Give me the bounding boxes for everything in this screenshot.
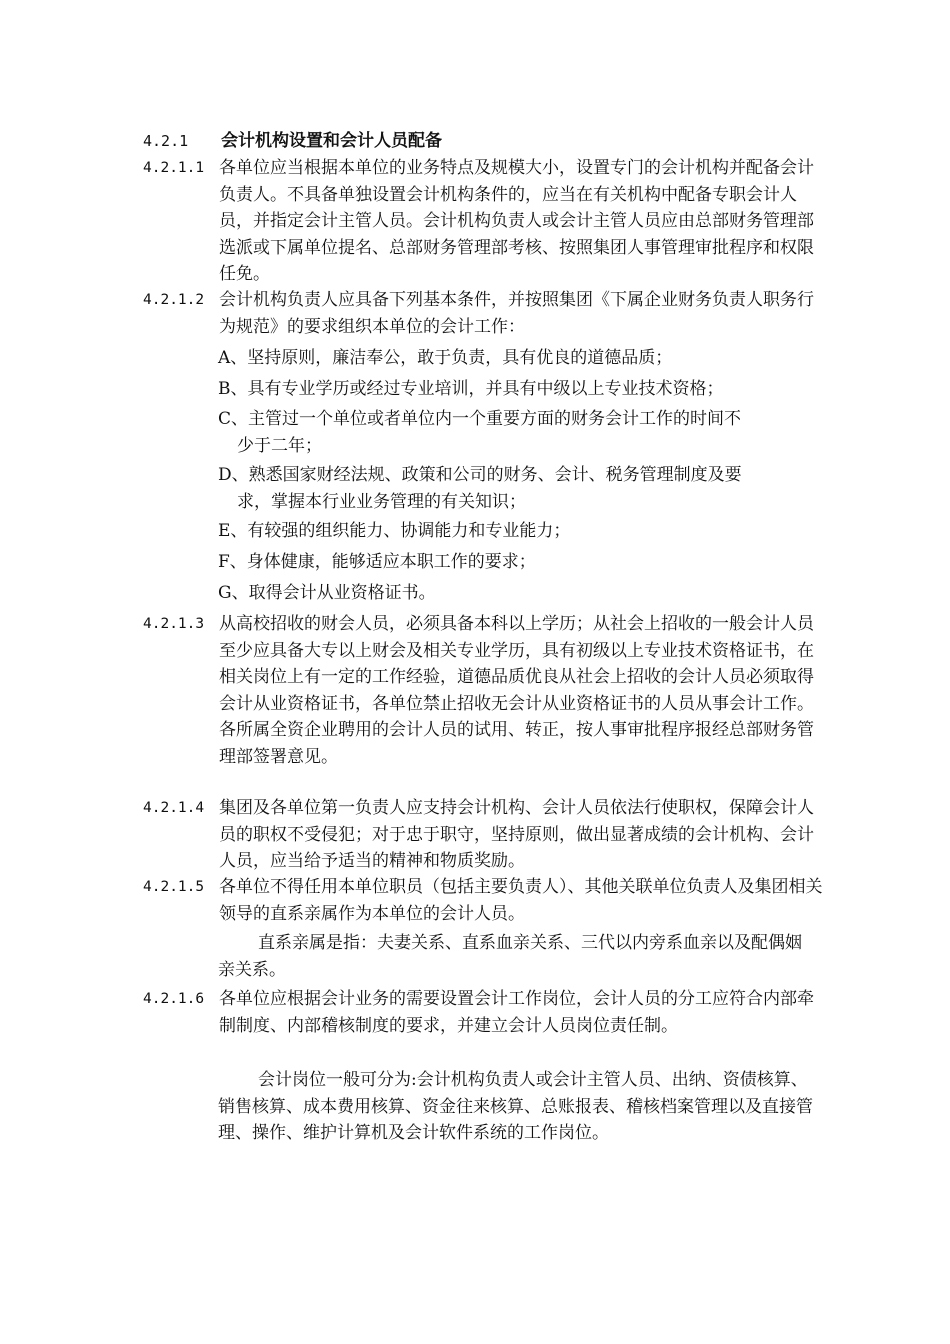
condition-d [218,462,818,515]
clause-number: 4.2.1.2 [143,292,205,308]
section-title: 会计机构设置和会计人员配备 [221,131,442,151]
clause-text: 从高校招收的财会人员，必须具备本科以上学历；从社会上招收的一般会计人员至少应具备大专以上财会及相关专业学历，具有初级以上专业技术资格证书，在相关岗位上有一定的工作经验，道德品质优良从社会上招收的会计人员必须取得会计从业资格证书，各单位禁止招收无会计从业资格证书的人员从事会计工作。各所属全资企业聘用的会计人员的试用、转正，按人事审批程序报经总部财务管理部签署意见。 [219,614,814,767]
condition-text: D、熟悉国家财经法规、政策和公司的财务、会计、税务管理制度及要 [218,465,742,485]
condition-text: A、坚持原则，廉洁奉公，敢于负责，具有优良的道德品质； [218,348,673,368]
clause-4-2-1-4 [143,795,823,875]
clause-4-2-1-5 [143,874,823,927]
clause-text: 会计机构负责人应具备下列基本条件，并按照集团《下属企业财务负责人职务行为规范》的要求组织本单位的会计工作： [219,290,814,337]
condition-text: E、有较强的组织能力、协调能力和专业能力； [218,521,571,541]
condition-text-continued: 求，掌握本行业业务管理的有关知识； [237,491,526,512]
clause-number: 4.2.1.5 [143,879,205,895]
clause-4-2-1-2 [143,287,823,340]
section-heading [143,126,442,151]
clause-4-2-1-6 [143,986,823,1039]
condition-g [218,580,818,607]
clause-number: 4.2.1.4 [143,800,205,816]
condition-text: G、取得会计从业资格证书。 [218,583,436,603]
condition-text-continued: 少于二年； [237,435,322,456]
condition-e [218,518,818,545]
clause-text: 各单位应根据会计业务的需要设置会计工作岗位，会计人员的分工应符合内部牵制制度、内部稽核制度的要求，并建立会计人员岗位责任制。 [219,989,814,1036]
section-number: 4.2.1 [143,132,189,150]
condition-text: C、主管过一个单位或者单位内一个重要方面的财务会计工作的时间不 [218,409,742,429]
condition-b [218,376,818,403]
condition-f [218,549,818,576]
clause-number: 4.2.1.1 [143,160,205,176]
clause-text: 集团及各单位第一负责人应支持会计机构、会计人员依法行使职权，保障会计人员的职权不受侵犯；对于忠于职守，坚持原则，做出显著成绩的会计机构、会计人员，应当给予适当的精神和物质奖励。 [219,798,814,871]
clause-text: 各单位不得任用本单位职员（包括主要负责人）、其他关联单位负责人及集团相关领导的直系亲属作为本单位的会计人员。 [219,877,823,924]
clause-note-direct-relatives: 直系亲属是指：夫妻关系、直系血亲关系、三代以内旁系血亲以及配偶姻亲关系。 [218,933,802,980]
condition-c [218,406,818,459]
condition-text: F、身体健康，能够适应本职工作的要求； [218,552,536,572]
clause-4-2-1-1 [143,155,823,288]
clause-number: 4.2.1.3 [143,616,205,632]
clause-number: 4.2.1.6 [143,991,205,1007]
clause-text: 各单位应当根据本单位的业务特点及规模大小，设置专门的会计机构并配备会计负责人。不具备单独设置会计机构条件的，应当在有关机构中配备专职会计人员，并指定会计主管人员。会计机构负责人或会计主管人员应由总部财务管理部选派或下属单位提名、总部财务管理部考核、按照集团人事管理审批程序和权限任免。 [219,158,814,284]
clause-4-2-1-3 [143,611,823,770]
condition-a [218,345,818,372]
condition-text: B、具有专业学历或经过专业培训，并具有中级以上专业技术资格； [218,379,724,399]
clause-note-positions: 会计岗位一般可分为:会计机构负责人或会计主管人员、出纳、资债核算、销售核算、成本费用核算、资金往来核算、总账报表、稽核档案管理以及直接管理、操作、维护计算机及会计软件系统的工作岗位。 [218,1070,813,1143]
